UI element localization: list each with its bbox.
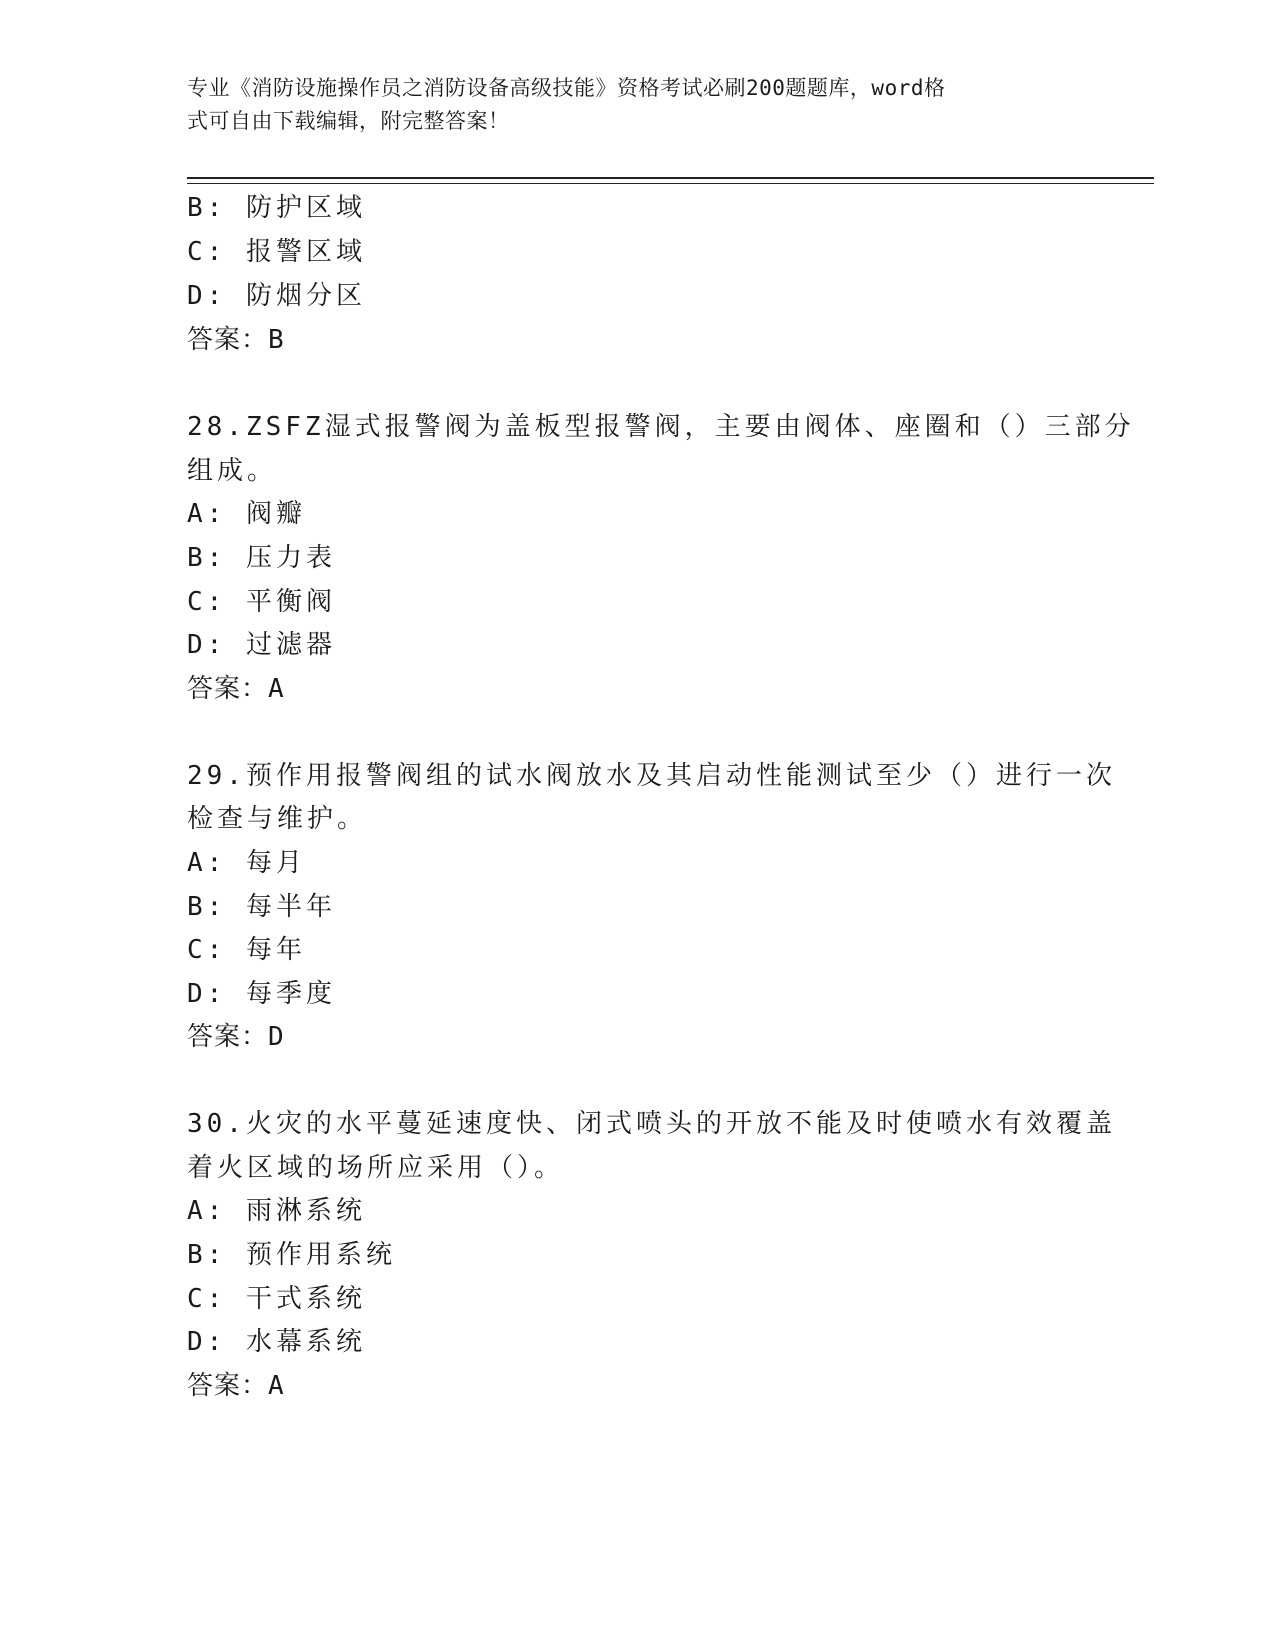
q29-option-b: B: 每半年: [187, 892, 336, 922]
header-divider-thin: [187, 183, 1154, 184]
header-line-2: 式可自由下载编辑，附完整答案！: [187, 109, 510, 133]
q28-option-c: C: 平衡阀: [187, 587, 336, 617]
q29-option-d: D: 每季度: [187, 979, 336, 1009]
q29-option-c: C: 每年: [187, 935, 306, 965]
q28-option-b: B: 压力表: [187, 543, 336, 573]
q27-option-c: C: 报警区域: [187, 237, 366, 267]
q30-option-a: A: 雨淋系统: [187, 1196, 366, 1226]
q28-stem-line-1: 28.ZSFZ湿式报警阀为盖板型报警阀，主要由阀体、座圈和（）三部分: [187, 412, 1135, 442]
q27-answer: 答案：B: [187, 325, 285, 355]
q30-option-c: C: 干式系统: [187, 1284, 366, 1314]
q30-answer: 答案：A: [187, 1371, 285, 1401]
q29-answer: 答案：D: [187, 1022, 285, 1052]
q28-answer: 答案：A: [187, 674, 285, 704]
header-line-1: 专业《消防设施操作员之消防设备高级技能》资格考试必刷200题题库，word格: [187, 76, 946, 100]
q30-stem-line-1: 30.火灾的水平蔓延速度快、闭式喷头的开放不能及时使喷水有效覆盖: [187, 1109, 1116, 1139]
q30-option-b: B: 预作用系统: [187, 1240, 396, 1270]
q28-option-a: A: 阀瓣: [187, 499, 306, 529]
document-header: [187, 72, 1067, 138]
q28-stem-line-2: 组成。: [187, 456, 278, 486]
q30-stem-line-2: 着火区域的场所应采用（）。: [187, 1153, 565, 1183]
q29-stem-line-1: 29.预作用报警阀组的试水阀放水及其启动性能测试至少（）进行一次: [187, 761, 1116, 791]
q30-option-d: D: 水幕系统: [187, 1327, 366, 1357]
q28-option-d: D: 过滤器: [187, 630, 336, 660]
q27-option-d: D: 防烟分区: [187, 281, 366, 311]
header-divider-thick: [187, 177, 1154, 179]
q29-stem-line-2: 检查与维护。: [187, 804, 368, 834]
q27-option-b: B: 防护区域: [187, 193, 366, 223]
q29-option-a: A: 每月: [187, 848, 306, 878]
